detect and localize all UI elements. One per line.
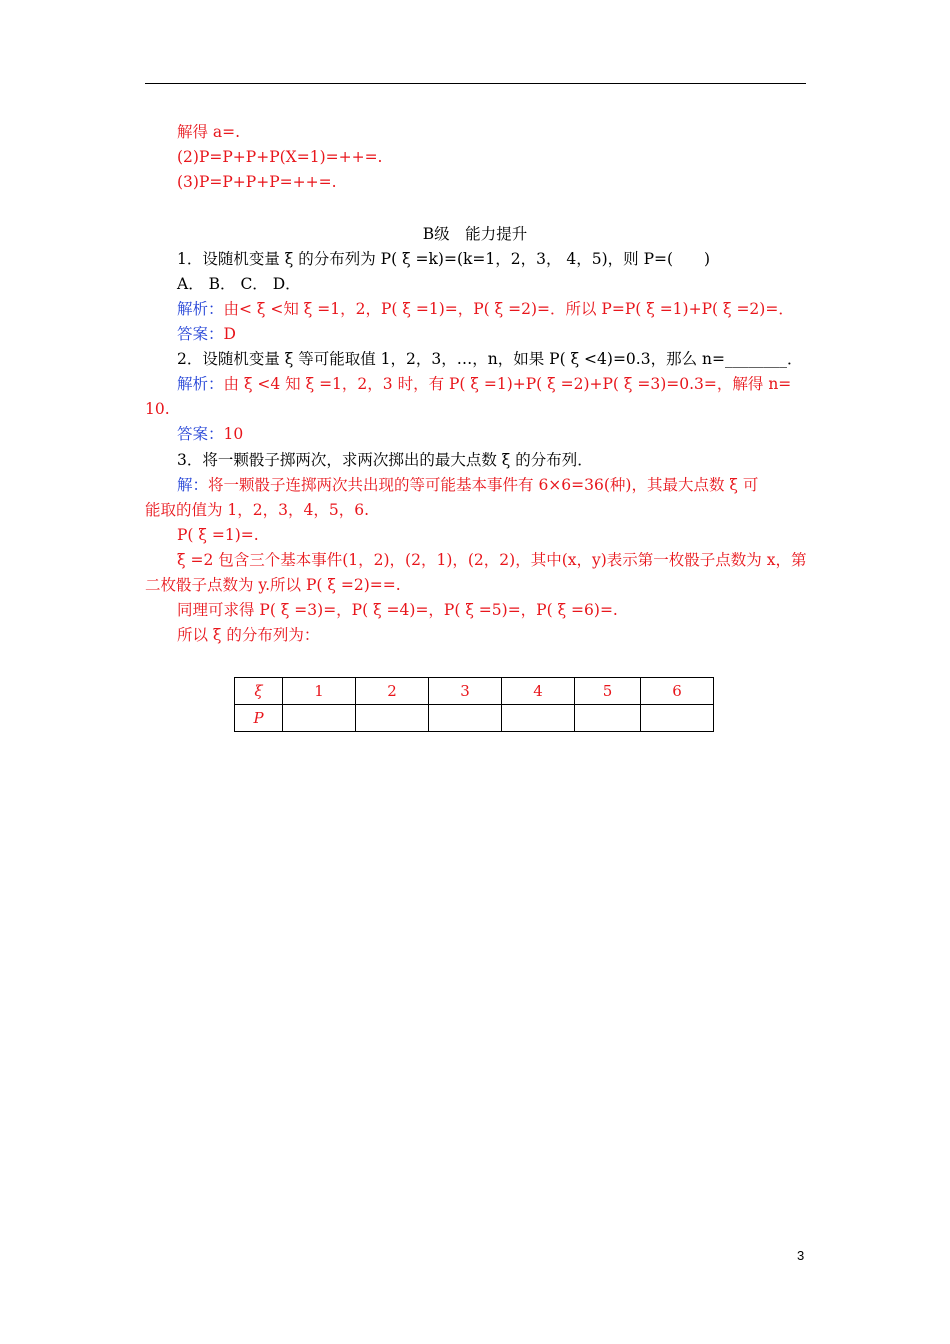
analysis-text: 由< ξ <知 ξ =1，2，P( ξ =1)=，P( ξ =2)=．所以 P=P( ξ =1)+P( ξ =2)=． — [223, 300, 794, 318]
q3-solution-2: 能取的值为 1，2，3，4，5，6. — [145, 501, 370, 519]
table-cell: 5 — [575, 678, 641, 705]
part-a-line-1: 解得 a=. — [177, 123, 241, 141]
analysis-text: 由 ξ <4 知 ξ =1，2，3 时，有 P( ξ =1)+P( ξ =2)+P( ξ =3)=0.3=，解得 n= — [223, 375, 792, 393]
q3-solution-4: ξ =2 包含三个基本事件(1，2)，(2，1)，(2，2)，其中(x，y)表示第一枚骰子点数为 x，第 — [177, 551, 807, 569]
table-cell — [283, 705, 356, 732]
table-cell — [356, 705, 429, 732]
q1-answer — [177, 324, 236, 344]
q1-options: A． B． C． D． — [177, 275, 301, 293]
q3-solution-1 — [177, 475, 758, 495]
page-number: 3 — [797, 1248, 805, 1263]
table-cell: ξ — [235, 678, 283, 705]
q3-solution-3: P( ξ =1)=. — [177, 526, 259, 544]
q3-solution-5: 二枚骰子点数为 y.所以 P( ξ =2)==. — [145, 576, 401, 594]
solution-text: 将一颗骰子连掷两次共出现的等可能基本事件有 6×6=36(种)，其最大点数 ξ 可 — [208, 476, 759, 494]
table-cell: 1 — [283, 678, 356, 705]
table-cell — [575, 705, 641, 732]
table-cell — [429, 705, 502, 732]
q2-analysis — [177, 374, 791, 394]
answer-value: 10 — [223, 425, 244, 443]
q2-answer — [177, 424, 243, 444]
q2-analysis-cont: 10. — [145, 400, 170, 418]
q1-stem: 1．设随机变量 ξ 的分布列为 P( ξ =k)=(k=1，2，3， 4，5)，则 P=( ) — [177, 250, 711, 268]
q3-stem: 3．将一颗骰子掷两次，求两次掷出的最大点数 ξ 的分布列． — [177, 451, 593, 469]
q2-stem: 2．设随机变量 ξ 等可能取值 1，2，3，…，n，如果 P( ξ <4)=0.3，那么 n=________． — [177, 350, 803, 368]
analysis-label: 解析： — [177, 375, 224, 393]
analysis-label: 解析： — [177, 300, 224, 318]
solution-label: 解： — [177, 476, 209, 494]
table-row — [235, 678, 714, 705]
table-cell — [641, 705, 714, 732]
table-row — [235, 705, 714, 732]
table-cell: 4 — [502, 678, 575, 705]
table-cell: 3 — [429, 678, 502, 705]
section-title: B级 能力提升 — [422, 225, 528, 243]
q1-analysis — [177, 299, 794, 319]
distribution-table — [234, 677, 714, 732]
table-cell — [502, 705, 575, 732]
answer-label: 答案： — [177, 325, 224, 343]
table-cell: P — [235, 705, 283, 732]
table-cell: 6 — [641, 678, 714, 705]
answer-label: 答案： — [177, 425, 224, 443]
q3-solution-7: 所以 ξ 的分布列为： — [177, 626, 320, 644]
answer-value: D — [223, 325, 236, 343]
table-cell: 2 — [356, 678, 429, 705]
part-a-line-3: (3)P=P+P+P=++=. — [177, 173, 337, 191]
part-a-line-2: (2)P=P+P+P(X=1)=++=. — [177, 148, 383, 166]
header-rule — [145, 83, 806, 84]
q3-solution-6: 同理可求得 P( ξ =3)=，P( ξ =4)=，P( ξ =5)=，P( ξ =6)=. — [177, 601, 618, 619]
